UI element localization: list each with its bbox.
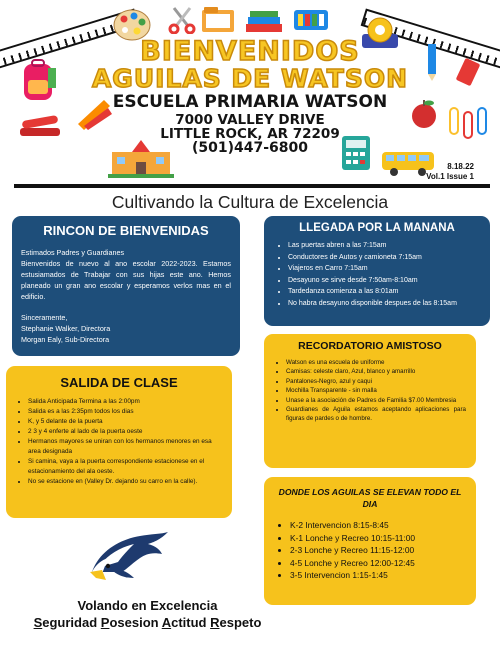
morning-arrival-title: LLEGADA POR LA MANANA (299, 222, 455, 234)
value-rest: espeto (219, 615, 262, 630)
eagle-logo (88, 528, 170, 584)
arrival-list (274, 240, 480, 309)
school-values (10, 615, 285, 630)
value-initial: S (33, 615, 43, 630)
newsletter-header (0, 0, 500, 190)
list-item: • Unase a la asociación de Padres de Familia $7.00 Membresia (286, 396, 466, 405)
books-icon (244, 8, 284, 34)
value-rest: osesion (109, 615, 159, 630)
list-item: • No habra desayuno disponible despues de las 8:15am (288, 298, 480, 310)
welcome-closing: Sinceramente, (21, 313, 68, 322)
list-item: • Conductores de Autos y camioneta 7:15am (288, 252, 480, 264)
header-divider (14, 184, 490, 188)
motto: Volando en Excelencia (77, 598, 218, 613)
list-item: • Hermanos mayores se uniran con los hermanos menores en esa area designada (28, 437, 222, 457)
friendly-reminder-card (264, 334, 476, 468)
signature-assistant-principal: Morgan Ealy, Sub-Directora (21, 335, 110, 344)
daily-schedule-title: DONDE LOS AGUILAS SE ELEVAN TODO EL DIA (278, 487, 462, 509)
school-name: ESCUELA PRIMARIA WATSON (112, 92, 388, 112)
list-item: • K-1 Lonche y Recreo 10:15-11:00 (290, 532, 466, 545)
crayons-icon (292, 6, 330, 34)
phone-number: (501)447-6800 (191, 140, 309, 156)
list-item: • 2-3 Lonche y Recreo 11:15-12:00 (290, 544, 466, 557)
list-item: • Watson es una escuela de uniforme (286, 358, 466, 367)
issue-date: 8.18.22 (447, 162, 474, 171)
issue-volume: Vol.1 Issue 1 (426, 172, 474, 181)
list-item: • No se estacione en (Valley Dr. dejando su carro en la calle). (28, 477, 222, 487)
dismissal-title: SALIDA DE CLASE (60, 375, 178, 390)
value-initial: P (100, 615, 110, 630)
welcome-greeting: Estimados Padres y Guardianes (21, 248, 125, 257)
list-item: • Viajeros en Carro 7:15am (288, 263, 480, 275)
value-rest: eguridad (42, 615, 98, 630)
address-city: LITTLE ROCK, AR 72209 (160, 126, 340, 142)
list-item: • 4-5 Lonche y Recreo 12:00-12:45 (290, 557, 466, 570)
welcome-title: BIENVENIDOS (140, 36, 360, 67)
daily-schedule-card (264, 477, 476, 605)
scissors-icon (168, 4, 196, 34)
friendly-reminder-title: RECORDATORIO AMISTOSO (298, 340, 442, 352)
welcome-subtitle: AGUILAS DE WATSON (91, 64, 409, 93)
list-item: • Camisas: celeste claro, Azul, blanco y amarrillo (286, 367, 466, 376)
morning-arrival-card (264, 216, 490, 326)
list-item: • Las puertas abren a las 7:15am (288, 240, 480, 252)
value-initial: R (210, 615, 220, 630)
signature-principal: Stephanie Walker, Directora (21, 324, 111, 333)
tagline: Cultivando la Cultura de Excelencia (111, 192, 389, 212)
list-item: • Salida Anticipada Termina a las 2:00pm (28, 397, 222, 407)
list-item: • Salida es a las 2:35pm todos los dias (28, 407, 222, 417)
value-initial: A (161, 615, 172, 630)
list-item: • Desayuno se sirve desde 7:50am-8:10am (288, 275, 480, 287)
dismissal-card (6, 366, 232, 518)
list-item: • Si camina, vaya a la puerta correspondiente estacionese en el estacionamiento del ala oeste. (28, 457, 222, 477)
welcome-body: Bienvenidos de nuevo al ano escolar 2022-2023. Estamos estusiamados de Trabajar con sus hijas este ano. Hemos planeado un gran ano escolar y esperamos verlos mas en el edificio. (21, 259, 231, 301)
list-item: • K-2 Intervencion 8:15-8:45 (290, 519, 466, 532)
issue-info (426, 162, 474, 182)
value-rest: ctitud (171, 615, 207, 630)
reminder-list (274, 358, 466, 424)
welcome-corner-card (12, 216, 240, 356)
list-item: • K, y 5 delante de la puerta (28, 417, 222, 427)
welcome-corner-title: RINCON DE BIENVENIDAS (43, 223, 209, 238)
list-item: • Pantalones-Negro, azul y caqui (286, 377, 466, 386)
list-item: • Mochilla Transparente - sin malla (286, 386, 466, 395)
schedule-list (274, 519, 466, 582)
list-item: • Guardianes de Aguila estamos aceptando aplicaciones para figuras de pardes o de hombre. (286, 405, 466, 424)
list-item: • 2 3 y 4 enferte al lado de la puerta oeste (28, 427, 222, 437)
folder-icon (200, 4, 236, 34)
dismissal-list (16, 397, 222, 487)
list-item: • 3-5 Intervencion 1:15-1:45 (290, 569, 466, 582)
list-item: • Tardedanza comienza a las 8:01am (288, 286, 480, 298)
address-street: 7000 VALLEY DRIVE (175, 112, 325, 128)
